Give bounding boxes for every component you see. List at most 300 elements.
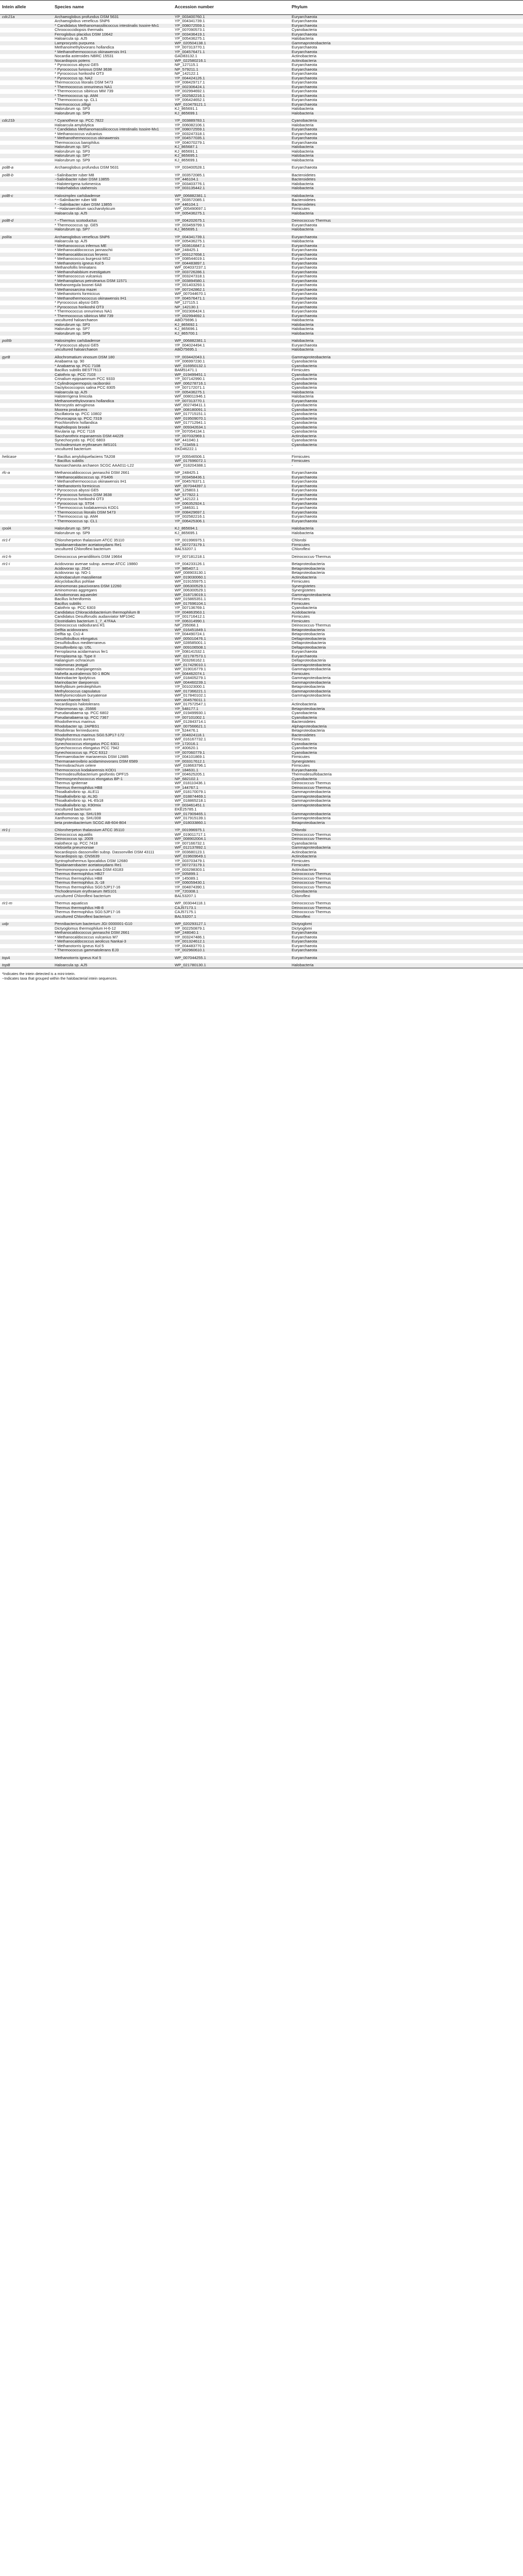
table-row [0, 283, 523, 288]
intein-allele-cell [0, 515, 53, 519]
phylum-cell: Firmicutes [290, 863, 523, 868]
table-row [0, 881, 523, 885]
accession-number-cell: NP_127115.1 [173, 63, 290, 68]
species-name-cell: Methanoregula boonei 6A8 [53, 283, 173, 288]
species-name-cell: * Methanothermococcus okinawensis IH1 [53, 50, 173, 55]
accession-number-cell: YP_184631.1 [173, 768, 290, 773]
intein-allele-cell [0, 742, 53, 747]
accession-number-cell: WP_018865218.1 [173, 799, 290, 803]
intein-allele-cell [0, 382, 53, 386]
table-row [0, 619, 523, 624]
accession-number-cell: YP_004874390.1 [173, 885, 290, 890]
accession-number-cell: CAJ57175.1 [173, 910, 290, 915]
species-name-cell: Haloarcula sp. AJ5 [53, 963, 173, 968]
table-row [0, 292, 523, 296]
phylum-cell: Bacteroidetes [290, 177, 523, 182]
phylum-cell: Actinobacteria [290, 434, 523, 439]
phylum-cell: Betaproteobacteria [290, 707, 523, 712]
table-row [0, 906, 523, 911]
species-name-cell: * Pyrococcus furiosus DSM 3638 [53, 493, 173, 498]
phylum-cell: Euryarchaeota [290, 166, 523, 170]
phylum-cell: Euryarchaeota [290, 506, 523, 510]
accession-number-cell: WP_005490697.1 [173, 207, 290, 211]
accession-number-cell: YP_548177.1 [173, 707, 290, 712]
table-row [0, 270, 523, 275]
accession-number-cell: KJ_865691.1 [173, 150, 290, 154]
phylum-cell: Euryarchaeota [290, 253, 523, 257]
phylum-cell: Cyanobacteria [290, 373, 523, 377]
species-name-cell: * Thermococcus sibiricus MM 739 [53, 89, 173, 94]
table-row [0, 219, 523, 223]
phylum-cell: Halobacteria [290, 111, 523, 116]
accession-number-cell: WP_012843714.1 [173, 720, 290, 724]
accession-number-cell: YP_007090573.1 [173, 28, 290, 32]
accession-number-cell: YP_003616847.1 [173, 244, 290, 249]
phylum-cell: Firmicutes [290, 543, 523, 548]
phylum-cell: Betaproteobacteria [290, 571, 523, 575]
species-name-cell: Thermococcus litoralis DSM 5473 [53, 80, 173, 85]
species-name-cell: Thermobrachium celere [53, 764, 173, 768]
accession-number-cell: YP_004070279.1 [173, 141, 290, 145]
species-name-cell: Halorubrum sp. SP7 [53, 154, 173, 158]
species-name-cell: * Methanotorris formicicus [53, 484, 173, 489]
table-row [0, 790, 523, 795]
accession-number-cell: YP_004424126.1 [173, 76, 290, 81]
accession-number-cell: YP_002306424.1 [173, 85, 290, 90]
table-row [0, 885, 523, 890]
phylum-cell: Euryarchaeota [290, 650, 523, 654]
species-name-cell: * Methanococcus vulcanius [53, 274, 173, 279]
accession-number-cell: CAJ57173.1 [173, 906, 290, 911]
table-row [0, 654, 523, 659]
intein-allele-cell [0, 459, 53, 464]
intein-allele-cell [0, 464, 53, 468]
species-name-cell: * ~Salinibacter ruber DSM 13855 [53, 203, 173, 207]
accession-number-cell: YP_007166732.1 [173, 841, 290, 846]
species-name-cell: Methanomethylovorans hollandica [53, 45, 173, 50]
species-name-cell: Nocardiopsis potens [53, 59, 173, 63]
accession-number-cell: YP_145089.1 [173, 877, 290, 881]
intein-allele-cell [0, 447, 53, 452]
species-name-cell: * Pyrococcus sp. ST04 [53, 502, 173, 506]
species-name-cell: * Methanocaldococcus aeolicus Nankai-3 [53, 939, 173, 944]
table-row [0, 85, 523, 90]
accession-number-cell: WP_008011946.1 [173, 394, 290, 399]
table-row [0, 19, 523, 24]
phylum-cell: Actinobacteria [290, 59, 523, 63]
intein-allele-cell [0, 94, 53, 98]
phylum-cell: Actinobacteria [290, 575, 523, 580]
species-name-cell: Oscillatoria sp. PCC 10802 [53, 412, 173, 417]
table-row [0, 519, 523, 524]
intein-allele-cell [0, 799, 53, 803]
intein-allele-cell [0, 45, 53, 50]
intein-allele-cell [0, 227, 53, 232]
phylum-cell: Halobacteria [290, 211, 523, 216]
species-name-cell: Halorubrum sp. SP3 [53, 150, 173, 154]
accession-number-cell: YP_003436419.1 [173, 32, 290, 37]
intein-allele-cell [0, 103, 53, 107]
accession-number-cell: YP_004483770.1 [173, 944, 290, 949]
phylum-cell: Cyanobacteria [290, 28, 523, 32]
phylum-cell: Euryarchaeota [290, 141, 523, 145]
accession-number-cell: WP_002749411.1 [173, 403, 290, 408]
species-name-cell: Desulfobulbus mediterraneus [53, 641, 173, 646]
table-row [0, 555, 523, 559]
species-name-cell: Halorubrum sp. SP9 [53, 158, 173, 163]
table-row [0, 663, 523, 668]
phylum-cell: Bacteroidetes [290, 720, 523, 724]
phylum-cell: Deinococcus-Thermus [290, 623, 523, 628]
accession-number-cell: WP_019016779.1 [173, 667, 290, 672]
accession-number-cell: YP_003400760.1 [173, 14, 290, 19]
phylum-cell: Cyanobacteria [290, 751, 523, 755]
table-row [0, 901, 523, 906]
accession-number-cell: YP_004341739.1 [173, 235, 290, 240]
table-row [0, 781, 523, 786]
intein-allele-cell: polB-d [0, 219, 53, 223]
intein-allele-cell [0, 68, 53, 72]
table-row [0, 279, 523, 284]
table-row [0, 658, 523, 663]
table-row [0, 390, 523, 395]
intein-allele-cell: polB-a [0, 166, 53, 170]
intein-allele-cell [0, 790, 53, 795]
intein-allele-cell [0, 833, 53, 837]
intein-allele-cell [0, 641, 53, 646]
phylum-cell: Euryarchaeota [290, 127, 523, 132]
intein-allele-cell [0, 54, 53, 59]
phylum-cell: Halobacteria [290, 158, 523, 163]
table-row [0, 127, 523, 132]
table-row [0, 425, 523, 430]
species-name-cell: Thermomonospora curvata DSM 43183 [53, 868, 173, 872]
phylum-cell: - [290, 464, 523, 468]
species-name-cell: Methanocaldococcus jannaschii DSM 2661 [53, 471, 173, 475]
phylum-cell: Betaproteobacteria [290, 632, 523, 637]
species-name-cell: Pseudanabaena sp. PCC 7367 [53, 716, 173, 720]
accession-number-cell: WP_010479121.1 [173, 103, 290, 107]
intein-allele-cell [0, 368, 53, 373]
intein-allele-cell [0, 724, 53, 729]
species-name-cell: Dictyoglomus thermophilum H-6-12 [53, 927, 173, 931]
species-name-cell: Chroococcidiopsis thermalis [53, 28, 173, 32]
intein-allele-cell [0, 772, 53, 777]
species-name-cell: Archaeoglobus veneficus SNP6 [53, 235, 173, 240]
species-name-cell: Halorubrum sp. SP9 [53, 111, 173, 116]
table-row [0, 32, 523, 37]
accession-number-cell: GAD83132.1 [173, 54, 290, 59]
species-name-cell: * Anabaena sp. PCC 7108 [53, 364, 173, 369]
phylum-cell: Firmicutes [290, 602, 523, 606]
intein-allele-cell [0, 746, 53, 751]
phylum-cell: Actinobacteria [290, 854, 523, 859]
accession-number-cell: WP_018170079.1 [173, 790, 290, 795]
intein-allele-cell [0, 547, 53, 552]
table-row [0, 828, 523, 833]
intein-allele-cell [0, 408, 53, 412]
table-row [0, 158, 523, 163]
intein-allele-cell [0, 136, 53, 141]
intein-allele-cell [0, 123, 53, 128]
phylum-cell: Euryarchaeota [290, 654, 523, 659]
intein-allele-cell [0, 150, 53, 154]
table-row [0, 915, 523, 919]
intein-allele-cell [0, 889, 53, 894]
species-name-cell: Marinobacter lipolyticus [53, 676, 173, 681]
phylum-cell: Halobacteria [290, 394, 523, 399]
intein-allele-cell [0, 145, 53, 150]
intein-allele-cell [0, 543, 53, 548]
intein-allele-cell [0, 59, 53, 63]
species-name-cell: Halorubrum sp. SP9 [53, 332, 173, 336]
species-name-cell: Tepidanaerobacter acetatoxydans Re1 [53, 863, 173, 868]
species-name-cell: uncultured haloarchaeon [53, 348, 173, 352]
species-name-cell: Halorubrum sp. SP9 [53, 531, 173, 536]
phylum-cell: Halobacteria [290, 318, 523, 323]
intein-allele-cell [0, 296, 53, 301]
table-row [0, 812, 523, 817]
table-row [0, 145, 523, 150]
intein-allele-cell [0, 403, 53, 408]
phylum-cell: Euryarchaeota [290, 488, 523, 493]
accession-number-cell: WP_007044255.1 [173, 956, 290, 961]
phylum-cell: Halobacteria [290, 339, 523, 343]
species-name-cell: Lamprocystis purpurea [53, 41, 173, 46]
phylum-cell: Halobacteria [290, 348, 523, 352]
phylum-cell: Euryarchaeota [290, 274, 523, 279]
intein-allele-cell [0, 693, 53, 698]
phylum-cell: Firmicutes [290, 455, 523, 459]
accession-number-cell: YP_524476.1 [173, 729, 290, 733]
accession-number-cell: WP_019499930.1 [173, 711, 290, 716]
phylum-cell: Euryarchaeota [290, 948, 523, 953]
phylum-cell: Cyanobacteria [290, 421, 523, 425]
phylum-cell: Euryarchaeota [290, 288, 523, 292]
table-row [0, 186, 523, 191]
phylum-cell: Euryarchaeota [290, 266, 523, 270]
table-row [0, 799, 523, 803]
species-name-cell: Thermococcus zilligii [53, 103, 173, 107]
intein-allele-cell [0, 127, 53, 132]
intein-allele-cell [0, 37, 53, 41]
phylum-cell: Firmicutes [290, 859, 523, 864]
phylum-cell: Gammaproteobacteria [290, 41, 523, 46]
species-name-cell: Thioalkalivibrio sp. ALE11 [53, 790, 173, 795]
intein-allele-cell [0, 863, 53, 868]
species-name-cell: Deinococcus aquatilis [53, 833, 173, 837]
intein-allele-cell [0, 394, 53, 399]
accession-number-cell: YP_005436275.1 [173, 390, 290, 395]
phylum-cell: Synergistetes [290, 588, 523, 593]
table-row [0, 68, 523, 72]
phylum-cell: Deinococcus-Thermus [290, 906, 523, 911]
phylum-cell: Deinococcus-Thermus [290, 881, 523, 885]
phylum-cell: Firmicutes [290, 615, 523, 619]
accession-number-cell: YP_003459799.1 [173, 223, 290, 228]
species-name-cell: * Thermococcus onnurineus NA1 [53, 309, 173, 314]
intein-allele-cell [0, 80, 53, 85]
species-name-cell: Deinococcus sp. 2009 [53, 837, 173, 841]
species-name-cell: * Pyrococcus abyssi GE5 [53, 343, 173, 348]
phylum-cell: Betaproteobacteria [290, 628, 523, 633]
intein-allele-cell [0, 906, 53, 911]
species-name-cell: Pseudanabaena sp. PCC 6802 [53, 711, 173, 716]
intein-allele-cell [0, 198, 53, 203]
species-name-cell: * Methanocaldococcus jannaschii [53, 248, 173, 253]
phylum-cell: Deinococcus-Thermus [290, 786, 523, 790]
accession-number-cell: BAL53207.1 [173, 547, 290, 552]
species-name-cell: * Methanococcus burgessii MS2 [53, 257, 173, 261]
accession-number-cell: YP_005899.1 [173, 872, 290, 877]
phylum-cell: Euryarchaeota [290, 314, 523, 319]
header-intein-allele: Intein allele [0, 1, 53, 15]
table-row [0, 746, 523, 751]
species-name-cell: Tepidanaerobacter acetatoxydans Re1 [53, 543, 173, 548]
phylum-cell: Synergistetes [290, 584, 523, 589]
species-name-cell: Pleurocapsa sp. PCC 7319 [53, 417, 173, 421]
accession-number-cell: YP_003442043.1 [173, 355, 290, 360]
table-row [0, 593, 523, 598]
intein-allele-cell [0, 386, 53, 390]
phylum-cell: Betaproteobacteria [290, 567, 523, 571]
phylum-cell: Firmicutes [290, 672, 523, 676]
accession-number-cell: YP_003127658.1 [173, 253, 290, 257]
table-row [0, 173, 523, 178]
intein-allele-cell [0, 658, 53, 663]
phylum-cell: Euryarchaeota [290, 270, 523, 275]
species-name-cell: Syntrophothermus lipocalidus DSM 12680 [53, 859, 173, 864]
table-row [0, 382, 523, 386]
table-row [0, 693, 523, 698]
table-footnotes [0, 968, 523, 981]
table-row [0, 227, 523, 232]
accession-number-cell: WP_007566621.1 [173, 724, 290, 729]
phylum-cell: Cyanobacteria [290, 382, 523, 386]
accession-number-cell: YP_003400528.1 [173, 166, 290, 170]
phylum-cell: Chloroflexi [290, 547, 523, 552]
table-row [0, 182, 523, 187]
species-name-cell: Thermus igniterrae [53, 781, 173, 786]
accession-number-cell: WP_004460239.1 [173, 681, 290, 685]
intein-allele-cell [0, 781, 53, 786]
table-row [0, 111, 523, 116]
species-name-cell: Trichodesmium erythraeum IMS101 [53, 443, 173, 448]
phylum-cell: Euryarchaeota [290, 515, 523, 519]
intein-allele-cell [0, 323, 53, 327]
species-name-cell: Acidovorax sp. JS42 [53, 567, 173, 571]
intein-allele-cell [0, 72, 53, 76]
accession-number-cell: YP_006059430.1 [173, 881, 290, 885]
species-name-cell: Ferroplasma sp. Type II [53, 654, 173, 659]
accession-number-cell: YP_007060779.1 [173, 751, 290, 755]
species-name-cell: Actinobaculum massiliense [53, 575, 173, 580]
species-name-cell: Aminomonas aggregans [53, 588, 173, 593]
table-row [0, 733, 523, 738]
accession-number-cell: YP_144767.1 [173, 786, 290, 790]
intein-allele-cell [0, 854, 53, 859]
intein-allele-cell [0, 207, 53, 211]
phylum-cell: Cyanobacteria [290, 443, 523, 448]
accession-number-cell: WP_006300529.1 [173, 584, 290, 589]
accession-number-cell: YP_006082106.1 [173, 123, 290, 128]
intein-allele-cell [0, 777, 53, 782]
intein-allele-table [0, 0, 523, 968]
accession-number-cell: YP_006314990.1 [173, 619, 290, 624]
accession-number-cell: YP_007313770.1 [173, 399, 290, 404]
table-row [0, 894, 523, 899]
table-row [0, 584, 523, 589]
species-name-cell: Halorubrum sp. SP3 [53, 526, 173, 531]
table-row [0, 438, 523, 443]
accession-number-cell: YP_004490724.1 [173, 632, 290, 637]
phylum-cell: Euryarchaeota [290, 85, 523, 90]
accession-number-cell: KJ_865696.1 [173, 327, 290, 332]
accession-number-cell: YP_004341739.1 [173, 19, 290, 24]
species-name-cell: Halorubrum sp. SP3 [53, 107, 173, 111]
phylum-cell: Euryarchaeota [290, 32, 523, 37]
table-row [0, 37, 523, 41]
table-row [0, 194, 523, 199]
accession-number-cell: YP_003680123.1 [173, 850, 290, 855]
phylum-cell: Bacteroidetes [290, 173, 523, 178]
intein-allele-cell: topB [0, 963, 53, 968]
accession-number-cell: YP_003247486.1 [173, 935, 290, 940]
species-name-cell: * Thermococcus onnurineus NA1 [53, 85, 173, 90]
species-name-cell: Deinococcus peraridilitoris DSM 19664 [53, 555, 173, 559]
phylum-cell: Euryarchaeota [290, 502, 523, 506]
phylum-cell: Firmicutes [290, 207, 523, 211]
intein-allele-cell [0, 279, 53, 284]
species-name-cell: * Thermococcus sp. AM4 [53, 515, 173, 519]
table-row [0, 685, 523, 689]
table-row [0, 910, 523, 915]
species-name-cell: * Cylindrospermopsis raciborskii [53, 382, 173, 386]
species-name-cell: Synechocystis sp. PCC 6803 [53, 438, 173, 443]
table-row [0, 235, 523, 240]
intein-allele-cell: rir1-j [0, 828, 53, 833]
phylum-cell: Euryarchaeota [290, 68, 523, 72]
accession-number-cell: WP_019609649.1 [173, 854, 290, 859]
species-name-cell: Arhodomonas aquaeolei [53, 593, 173, 598]
intein-allele-cell [0, 593, 53, 598]
table-row [0, 786, 523, 790]
species-name-cell: * Pyrococcus horikoshii OT3 [53, 497, 173, 502]
table-row [0, 816, 523, 821]
table-row [0, 846, 523, 850]
accession-number-cell: YP_001996975.1 [173, 828, 290, 833]
species-name-cell: Aminomonas paucivorans DSM 12260 [53, 584, 173, 589]
phylum-cell: Halobacteria [290, 531, 523, 536]
table-row [0, 421, 523, 425]
phylum-cell: Firmicutes [290, 755, 523, 759]
table-row [0, 288, 523, 292]
species-name-cell: * Pyrococcus abyssi GE5 [53, 301, 173, 305]
table-row [0, 764, 523, 768]
table-row [0, 403, 523, 408]
accession-number-cell: WP_004576011.1 [173, 698, 290, 703]
phylum-cell: Firmicutes [290, 619, 523, 624]
table-row [0, 348, 523, 352]
intein-allele-cell [0, 203, 53, 207]
intein-allele-cell [0, 689, 53, 694]
species-name-cell: Microcystis aeruginosa [53, 403, 173, 408]
phylum-cell: Gammaproteobacteria [290, 593, 523, 598]
table-row [0, 755, 523, 759]
intein-allele-cell [0, 795, 53, 799]
phylum-cell: Cyanobacteria [290, 438, 523, 443]
intein-allele-cell [0, 132, 53, 137]
